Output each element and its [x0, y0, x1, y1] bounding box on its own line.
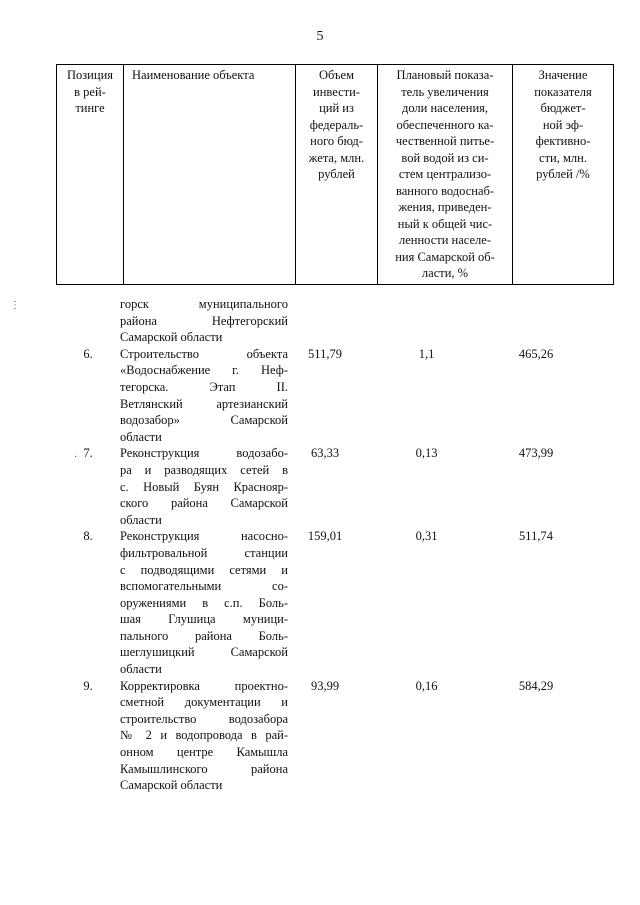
header-line: чественной питье- [395, 134, 495, 148]
table-row [56, 445, 581, 528]
name-line: Корректировка проектно- [120, 678, 288, 693]
row-position: 8. [83, 529, 93, 544]
header-line: бюджет- [540, 101, 586, 115]
row-object-name [120, 346, 288, 446]
header-line: Позиция [66, 68, 114, 82]
header-line: ной эф- [542, 117, 584, 132]
header-line: ванного водоснаб- [395, 183, 495, 198]
name-line: Камышлинского района [120, 761, 288, 776]
header-line: ный к общей чис- [397, 216, 493, 231]
name-line: области [120, 662, 162, 677]
header-line: показателя [534, 84, 592, 99]
row-object-name [120, 296, 288, 346]
header-line: ного бюд- [310, 134, 363, 148]
header-line: федераль- [309, 117, 364, 132]
header-line: ций из [319, 101, 354, 115]
name-line: оружениями в с.п. Боль- [120, 595, 288, 610]
name-line: Ветлянский артезианский [120, 396, 288, 411]
header-line: рублей [318, 167, 355, 181]
name-line: онном центре Камышла [120, 745, 288, 760]
header-line: доли населения, [401, 101, 489, 115]
row-investment [288, 296, 362, 346]
header-plan [378, 65, 513, 285]
row-plan-indicator: 1,1 [418, 346, 435, 361]
header-line: вой водой из си- [401, 150, 489, 165]
header-line: тель увеличения [401, 84, 489, 99]
table-row [56, 346, 581, 446]
header-line: жения, приведен- [398, 200, 492, 214]
row-plan-indicator: 0,13 [415, 446, 438, 461]
table-row [56, 678, 581, 794]
header-line: ния Самарской об- [395, 249, 495, 264]
row-efficiency: 511,74 [519, 529, 553, 544]
row-plan-indicator: 0,31 [415, 529, 438, 544]
name-line: области [120, 512, 162, 527]
header-line: обеспеченного ка- [396, 117, 494, 132]
name-line: ра и разводящих сетей в [120, 462, 288, 477]
row-object-name [120, 528, 288, 677]
header-line: фективно- [535, 134, 591, 148]
name-line: вспомогательными со- [120, 579, 288, 594]
name-line: ского района Самарской [120, 496, 288, 511]
row-position: 7. [83, 446, 93, 461]
name-line: с подводящими сетями и [120, 562, 288, 577]
row-efficiency: 584,29 [518, 678, 554, 693]
header-line: Наименование объекта [132, 68, 255, 82]
header-line: Плановый показа- [396, 68, 494, 82]
page-number: 5 [316, 29, 324, 44]
name-line: № 2 и водопровода в рай- [120, 728, 288, 743]
header-line: Объем [319, 68, 354, 82]
header-line: ласти, % [421, 266, 469, 280]
name-line: Самарской области [120, 330, 223, 345]
name-line: фильтровальной станции [120, 545, 288, 560]
table-row [56, 528, 581, 677]
name-line: области [120, 429, 162, 444]
header-line: стем централизо- [398, 167, 492, 181]
header-line: Значение [538, 68, 588, 82]
scan-speck: ⋮ [10, 300, 20, 311]
row-plan-indicator: 0,16 [415, 678, 438, 693]
row-plan-indicator [362, 296, 491, 346]
row-object-name [120, 678, 288, 794]
header-line: инвести- [313, 84, 360, 99]
name-line: Реконструкция водозабо- [120, 446, 288, 461]
row-investment: 93,99 [310, 678, 340, 693]
name-line: водозабор» Самарской [120, 413, 288, 428]
header-efficiency [513, 65, 614, 285]
table-body [56, 296, 581, 794]
row-investment: 159,01 [307, 529, 343, 544]
name-line: «Водоснабжение г. Неф- [120, 363, 288, 378]
scan-speck: · [74, 452, 78, 463]
name-line: горск муниципального [120, 297, 288, 311]
row-investment: 63,33 [310, 446, 340, 461]
row-efficiency: 473,99 [518, 446, 554, 461]
row-position [56, 296, 120, 346]
row-object-name [120, 445, 288, 528]
row-efficiency [491, 296, 581, 346]
table-row [56, 296, 581, 346]
name-line: шеглушицкий Самарской [120, 645, 288, 660]
name-line: с. Новый Буян Краснояр- [120, 479, 288, 494]
header-line: тинге [75, 101, 105, 115]
header-investment [296, 65, 378, 285]
row-position: 9. [83, 678, 93, 693]
table-header [56, 64, 614, 285]
row-investment: 511,79 [308, 346, 342, 361]
name-line: Строительство объекта [120, 346, 288, 361]
name-line: сметной документации и [120, 695, 288, 710]
row-position: 6. [83, 346, 93, 361]
name-line: Самарской области [120, 778, 223, 793]
header-line: ленности населе- [399, 233, 491, 247]
name-line: шая Глушица муници- [120, 612, 288, 627]
name-line: Реконструкция насосно- [120, 529, 288, 544]
name-line: района Нефтегорский [120, 313, 288, 328]
header-line: жета, млн. [308, 150, 365, 165]
header-name [124, 65, 296, 285]
header-line: в рей- [74, 84, 106, 99]
row-efficiency: 465,26 [518, 346, 554, 361]
name-line: строительство водозабора [120, 711, 288, 726]
header-line: сти, млн. [539, 150, 587, 165]
name-line: пального района Боль- [120, 628, 288, 643]
header-line: рублей /% [536, 167, 590, 181]
name-line: тегорска. Этап II. [120, 379, 288, 394]
header-position [57, 65, 124, 285]
